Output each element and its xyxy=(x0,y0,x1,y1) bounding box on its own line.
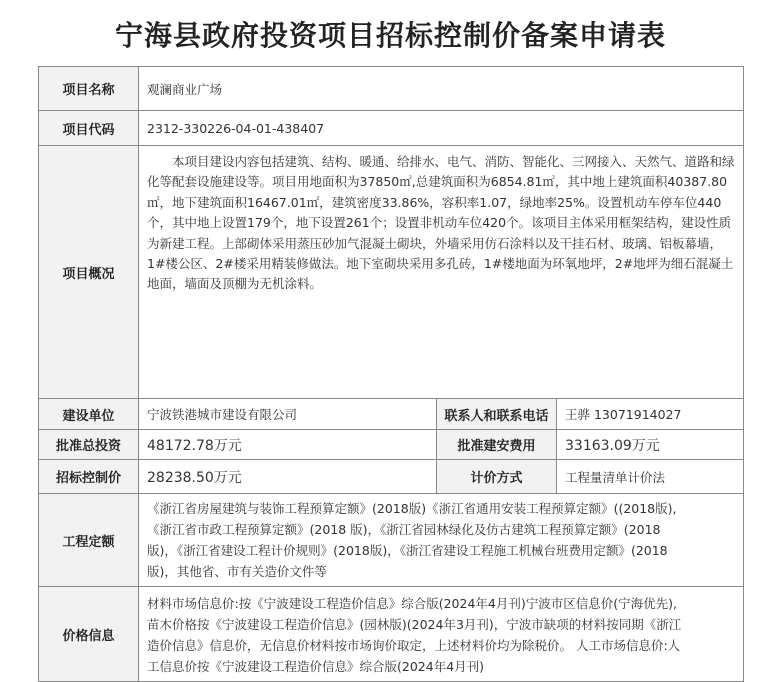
price-info-label: 价格信息 xyxy=(38,586,139,682)
control-price-label: 招标控制价 xyxy=(38,459,139,494)
price-info-line: 材料市场信息价:按《宁波建设工程造价信息》综合版(2024年4月刊)宁波市区信息价(宁海优先), xyxy=(147,596,677,611)
overview-label: 项目概况 xyxy=(38,145,139,399)
quota-label: 工程定额 xyxy=(38,493,139,587)
quota-line: 版)，《浙江省建设工程计价规则》(2018版)，《浙江省建设工程施工机械台班费用定额》(2018 xyxy=(147,543,668,558)
quota-line: 版)，其他省、市有关造价文件等 xyxy=(147,564,327,579)
approved-total-value: 48172.78万元 xyxy=(138,429,437,460)
pricing-method-label: 计价方式 xyxy=(436,459,557,494)
quota-line: 《浙江省市政工程预算定额》(2018 版)，《浙江省园林绿化及仿古建筑工程预算定额》(2018 xyxy=(147,522,661,537)
project-code-label: 项目代码 xyxy=(38,110,139,146)
price-info-line: 苗木价格按《宁波建设工程造价信息》(园林版)(2024年3月刊)，宁波市缺项的材料按同期《浙江 xyxy=(147,617,682,632)
project-name-label: 项目名称 xyxy=(38,66,139,111)
page-title: 宁海县政府投资项目招标控制价备案申请表 xyxy=(114,19,666,52)
approved-cost-value: 33163.09万元 xyxy=(556,429,744,460)
project-name-value: 观澜商业广场 xyxy=(138,66,744,111)
control-price-value: 28238.50万元 xyxy=(138,459,437,494)
quota-value xyxy=(138,493,744,587)
overview-value: 本项目建设内容包括建筑、结构、暖通、给排水、电气、消防、智能化、三网接入、天然气、道路和绿化等配套设施建设等。项目用地面积为37850㎡,总建筑面积为6854.81㎡，其中地上建筑面积40387.80㎡，地下建筑面积16467.01㎡，建筑密度33.86%，容积率1.07，绿地率25%。设置机动车停车位440个，其中地上设置179个，地下设置261个；设置非机动车位420个。该项目主体采用框架结构，建设性质为新建工程。上部砌体采用蒸压砂加气混凝土砌块，外墙采用仿石涂料以及干挂石材、玻璃、铝板幕墙，1#楼公区、2#楼采用精装修做法。地下室砌块采用多孔砖，1#楼地面为环氧地坪，2#地坪为细石混凝土地面，墙面及顶棚为无机涂料。 xyxy=(138,145,744,399)
approved-total-label: 批准总投资 xyxy=(38,429,139,460)
price-info-value xyxy=(138,586,744,682)
contact-label: 联系人和联系电话 xyxy=(436,398,557,430)
application-form xyxy=(38,66,744,674)
contact-value: 王骅 13071914027 xyxy=(556,398,744,430)
approved-cost-label: 批准建安费用 xyxy=(436,429,557,460)
builder-label: 建设单位 xyxy=(38,398,139,430)
quota-line: 《浙江省房屋建筑与装饰工程预算定额》(2018版)《浙江省通用安装工程预算定额》((2018版), xyxy=(147,501,677,516)
pricing-method-value: 工程量清单计价法 xyxy=(556,459,744,494)
price-info-line: 造价信息》信息价，无信息价材料按市场询价取定，上述材料价均为除税价。 人工市场信息价:人 xyxy=(147,638,681,653)
project-code-value: 2312-330226-04-01-438407 xyxy=(138,110,744,146)
price-info-line: 工信息价按《宁波建设工程造价信息》综合版(2024年4月刊) xyxy=(147,659,485,674)
builder-value: 宁波铁港城市建设有限公司 xyxy=(138,398,437,430)
